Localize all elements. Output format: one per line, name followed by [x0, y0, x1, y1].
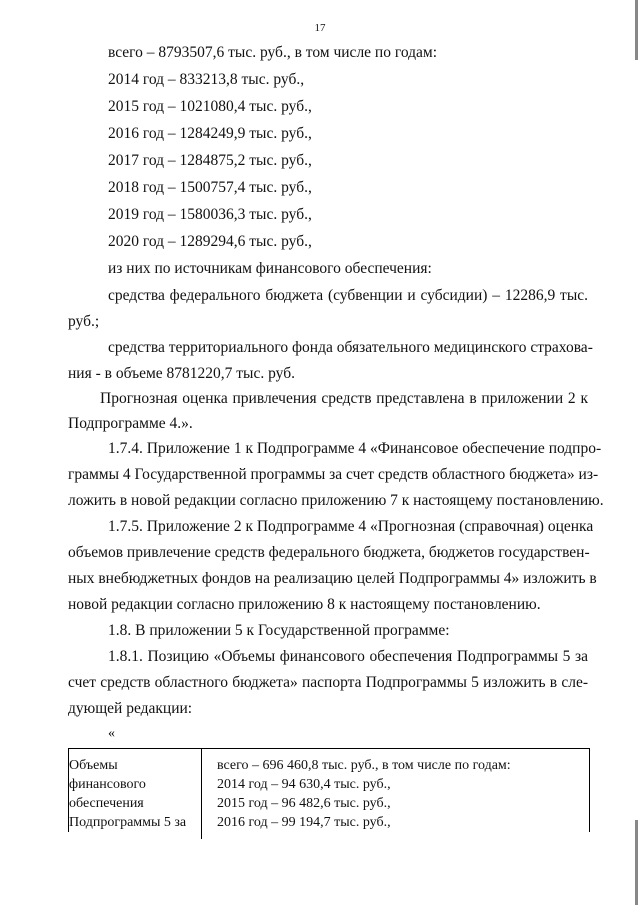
paragraph-175-line-4: новой редакции согласно приложению 8 к настоящему постановлению.	[68, 596, 541, 613]
table-left-line: финансового	[69, 777, 146, 792]
table-left-line: Подпрограммы 5 за	[69, 815, 187, 830]
table-left-line: Объемы	[69, 758, 118, 773]
total-line: всего – 8793507,6 тыс. руб., в том числе по годам:	[108, 44, 438, 61]
year-2016-line: 2016 год – 1284249,9 тыс. руб.,	[108, 125, 312, 142]
table-right-cell	[217, 756, 511, 832]
paragraph-181-line-1: 1.8.1. Позицию «Объемы финансового обеспечения Подпрограммы 5 за	[108, 648, 588, 665]
territorial-line-2: ния - в объеме 8781220,7 тыс. руб.	[68, 365, 295, 382]
table-right-line: всего – 696 460,8 тыс. руб., в том числе по годам:	[217, 758, 511, 773]
paragraph-174-line-1: 1.7.4. Приложение 1 к Подпрограмме 4 «Финансовое обеспечение подпро-	[108, 440, 602, 457]
federal-line-2: руб.;	[68, 313, 100, 330]
year-2015-line: 2015 год – 1021080,4 тыс. руб.,	[108, 98, 312, 115]
year-2020-line: 2020 год – 1289294,6 тыс. руб.,	[108, 233, 312, 250]
scan-edge-mark	[635, 0, 638, 60]
year-2019-line: 2019 год – 1580036,3 тыс. руб.,	[108, 206, 312, 223]
year-2018-line: 2018 год – 1500757,4 тыс. руб.,	[108, 179, 312, 196]
paragraph-174-line-3: ложить в новой редакции согласно приложению 7 к настоящему постановлению.	[68, 492, 604, 509]
year-2014-line: 2014 год – 833213,8 тыс. руб.,	[108, 71, 305, 88]
forecast-line-2: Подпрограмме 4.».	[68, 415, 193, 432]
federal-line-1: средства федерального бюджета (субвенции и субсидии) – 12286,9 тыс.	[108, 287, 588, 304]
table-right-line: 2015 год – 96 482,6 тыс. руб.,	[217, 796, 391, 811]
page-number: 17	[314, 22, 326, 34]
table-right-line: 2014 год – 94 630,4 тыс. руб.,	[217, 777, 391, 792]
paragraph-174-line-2: граммы 4 Государственной программы за счет средств областного бюджета» из-	[68, 466, 599, 483]
sources-line: из них по источникам финансового обеспечения:	[108, 260, 432, 277]
scan-edge-mark	[635, 820, 638, 905]
paragraph-18: 1.8. В приложении 5 к Государственной программе:	[108, 622, 450, 639]
paragraph-175-line-1: 1.7.5. Приложение 2 к Подпрограмме 4 «Прогнозная (справочная) оценка	[108, 518, 594, 535]
paragraph-181-line-3: дующей редакции:	[68, 700, 193, 717]
financing-table	[68, 748, 590, 832]
territorial-line-1: средства территориального фонда обязательного медицинского страхова-	[108, 339, 593, 356]
table-right-line: 2016 год – 99 194,7 тыс. руб.,	[217, 815, 391, 830]
table-left-line: обеспечения	[69, 796, 144, 811]
paragraph-181-line-2: счет средств областного бюджета» паспорта Подпрограммы 5 изложить в сле-	[68, 674, 588, 691]
paragraph-175-line-3: ных внебюджетных фондов на реализацию целей Подпрограммы 4» изложить в	[68, 570, 597, 587]
table-left-cell	[69, 749, 202, 839]
forecast-line-1: Прогнозная оценка привлечения средств представлена в приложении 2 к	[100, 390, 588, 407]
paragraph-175-line-2: объемов привлечение средств федерального бюджета, бюджетов государствен-	[68, 544, 590, 561]
opening-quote-mark: «	[108, 726, 115, 741]
year-2017-line: 2017 год – 1284875,2 тыс. руб.,	[108, 152, 312, 169]
